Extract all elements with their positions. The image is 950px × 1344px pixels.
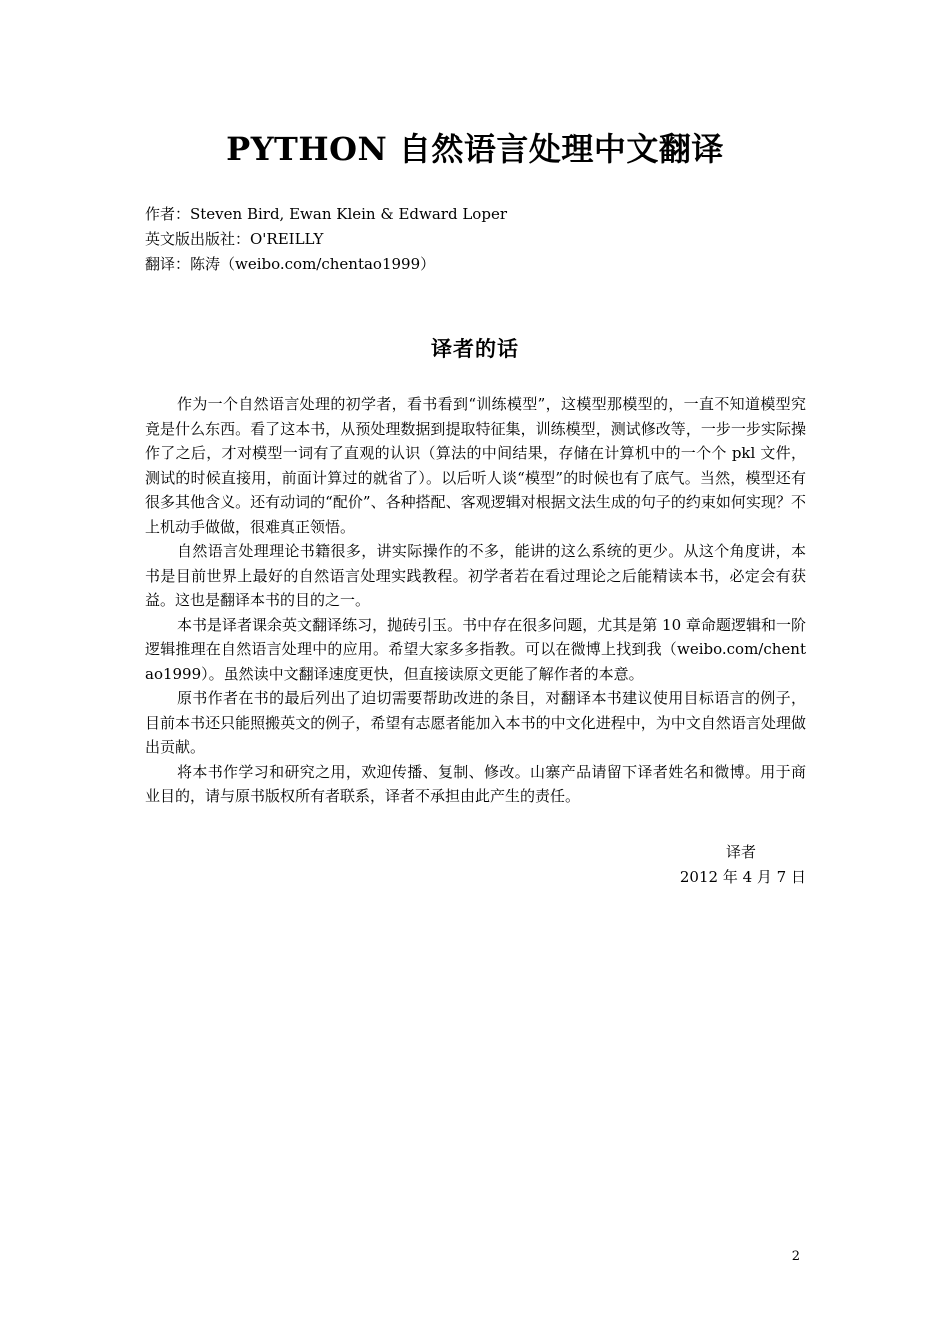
document-title: PYTHON 自然语言处理中文翻译 [226, 130, 724, 168]
paragraph: 原书作者在书的最后列出了迫切需要帮助改进的条目，对翻译本书建议使用目标语言的例子，目前本书还只能照搬英文的例子，希望有志愿者能加入本书的中文化进程中，为中文自然语言处理做出贡献。 [145, 689, 806, 756]
document-meta [145, 202, 805, 277]
signature-date: 2012 年 4 月 7 日 [679, 868, 806, 886]
signature-block [680, 840, 806, 890]
paragraph: 将本书作学习和研究之用，欢迎传播、复制、修改。山寨产品请留下译者姓名和微博。用于商业目的，请与原书版权所有者联系，译者不承担由此产生的责任。 [145, 762, 806, 805]
section-title: 译者的话 [431, 337, 519, 361]
author-line: 作者：Steven Bird, Ewan Klein & Edward Loper [145, 205, 507, 223]
paragraph: 作为一个自然语言处理的初学者，看书看到“训练模型”，这模型那模型的，一直不知道模型究竟是什么东西。看了这本书，从预处理数据到提取特征集，训练模型，测试修改等，一步一步实际操作了之后，才对模型一词有了直观的认识（算法的中间结果，存储在计算机中的一个个 pkl 文件，测试的时候直接用，前面计算过的就省了）。以后听人谈“模型”的时候也有了底气。当然，模型还有很多其他含义。还有动词的“配价”、各种搭配、客观逻辑对根据文法生成的句子的约束如何实现？不上机动手做做，很难真正领悟。 [145, 395, 806, 536]
page-number: 2 [791, 1249, 800, 1264]
translator-line: 翻译：陈涛（weibo.com/chentao1999） [145, 255, 436, 273]
signature-name: 译者 [725, 843, 756, 861]
translator-note-body [145, 392, 806, 809]
paragraph: 本书是译者课余英文翻译练习，抛砖引玉。书中存在很多问题，尤其是第 10 章命题逻辑和一阶逻辑推理在自然语言处理中的应用。希望大家多多指教。可以在微博上找到我（weibo.com/chentao1999）。虽然读中文翻译速度更快，但直接读原文更能了解作者的本意。 [145, 615, 806, 683]
publisher-line: 英文版出版社：O'REILLY [145, 230, 324, 248]
paragraph: 自然语言处理理论书籍很多，讲实际操作的不多，能讲的这么系统的更少。从这个角度讲，本书是目前世界上最好的自然语言处理实践教程。初学者若在看过理论之后能精读本书，必定会有获益。这也是翻译本书的目的之一。 [145, 542, 806, 609]
